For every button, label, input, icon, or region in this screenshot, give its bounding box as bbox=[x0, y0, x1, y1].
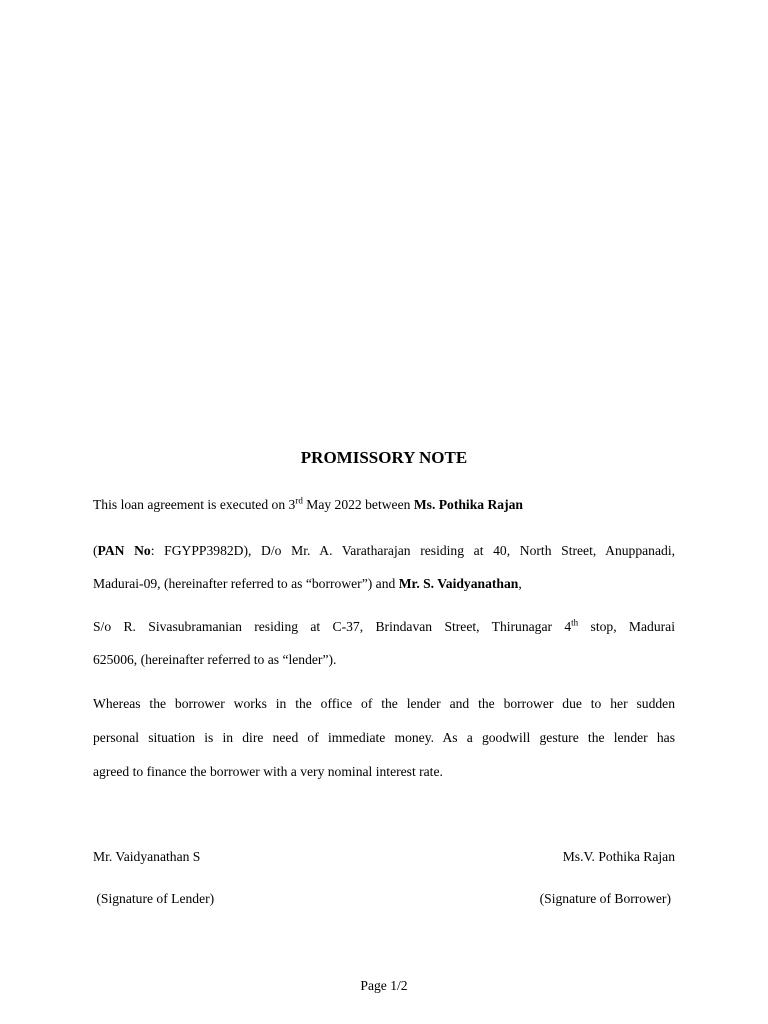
borrower-signature-caption: (Signature of Borrower) bbox=[539, 891, 671, 906]
comma: , bbox=[518, 576, 522, 591]
lender-line-2: 625006, (hereinafter referred to as “lender”). bbox=[93, 652, 337, 667]
pan-details: : FGYPP3982D), D/o Mr. A. Varatharajan residing at 40, North Street, Anuppanadi, bbox=[150, 543, 675, 558]
whereas-line-3: agreed to finance the borrower with a very nominal interest rate. bbox=[93, 764, 443, 779]
lender-address-2: stop, Madurai bbox=[578, 619, 675, 634]
lender-address-1: S/o R. Sivasubramanian residing at C-37, Brindavan Street, Thirunagar 4 bbox=[93, 619, 572, 634]
lender-signature-name: Mr. Vaidyanathan S bbox=[93, 849, 201, 864]
intro-date-suffix: rd bbox=[295, 495, 303, 506]
lender-signature-caption: (Signature of Lender) bbox=[93, 891, 215, 906]
stop-suffix: th bbox=[571, 617, 579, 628]
whereas-line-2: personal situation is in dire need of immediate money. As a goodwill gesture the lender has bbox=[93, 730, 675, 745]
lender-name-bold: Mr. S. Vaidyanathan bbox=[398, 576, 519, 591]
borrower-reference: Madurai-09, (hereinafter referred to as “borrower”) and bbox=[93, 576, 399, 591]
borrower-signature-name: Ms.V. Pothika Rajan bbox=[562, 849, 675, 864]
intro-text-1: This loan agreement is executed on 3 bbox=[93, 497, 296, 512]
page-number: Page 1/2 bbox=[360, 978, 408, 993]
borrower-details-line bbox=[93, 541, 675, 561]
pan-label: PAN No bbox=[97, 543, 151, 558]
intro-line bbox=[93, 495, 675, 515]
intro-text-2: May 2022 between bbox=[302, 497, 414, 512]
lender-details-line bbox=[93, 617, 675, 637]
open-paren: ( bbox=[93, 543, 98, 558]
document-title: PROMISSORY NOTE bbox=[300, 448, 468, 467]
borrower-name-bold: Ms. Pothika Rajan bbox=[413, 497, 523, 512]
whereas-line-1: Whereas the borrower works in the office of the lender and the borrower due to her sudden bbox=[93, 696, 675, 711]
borrower-line-3 bbox=[93, 574, 675, 594]
